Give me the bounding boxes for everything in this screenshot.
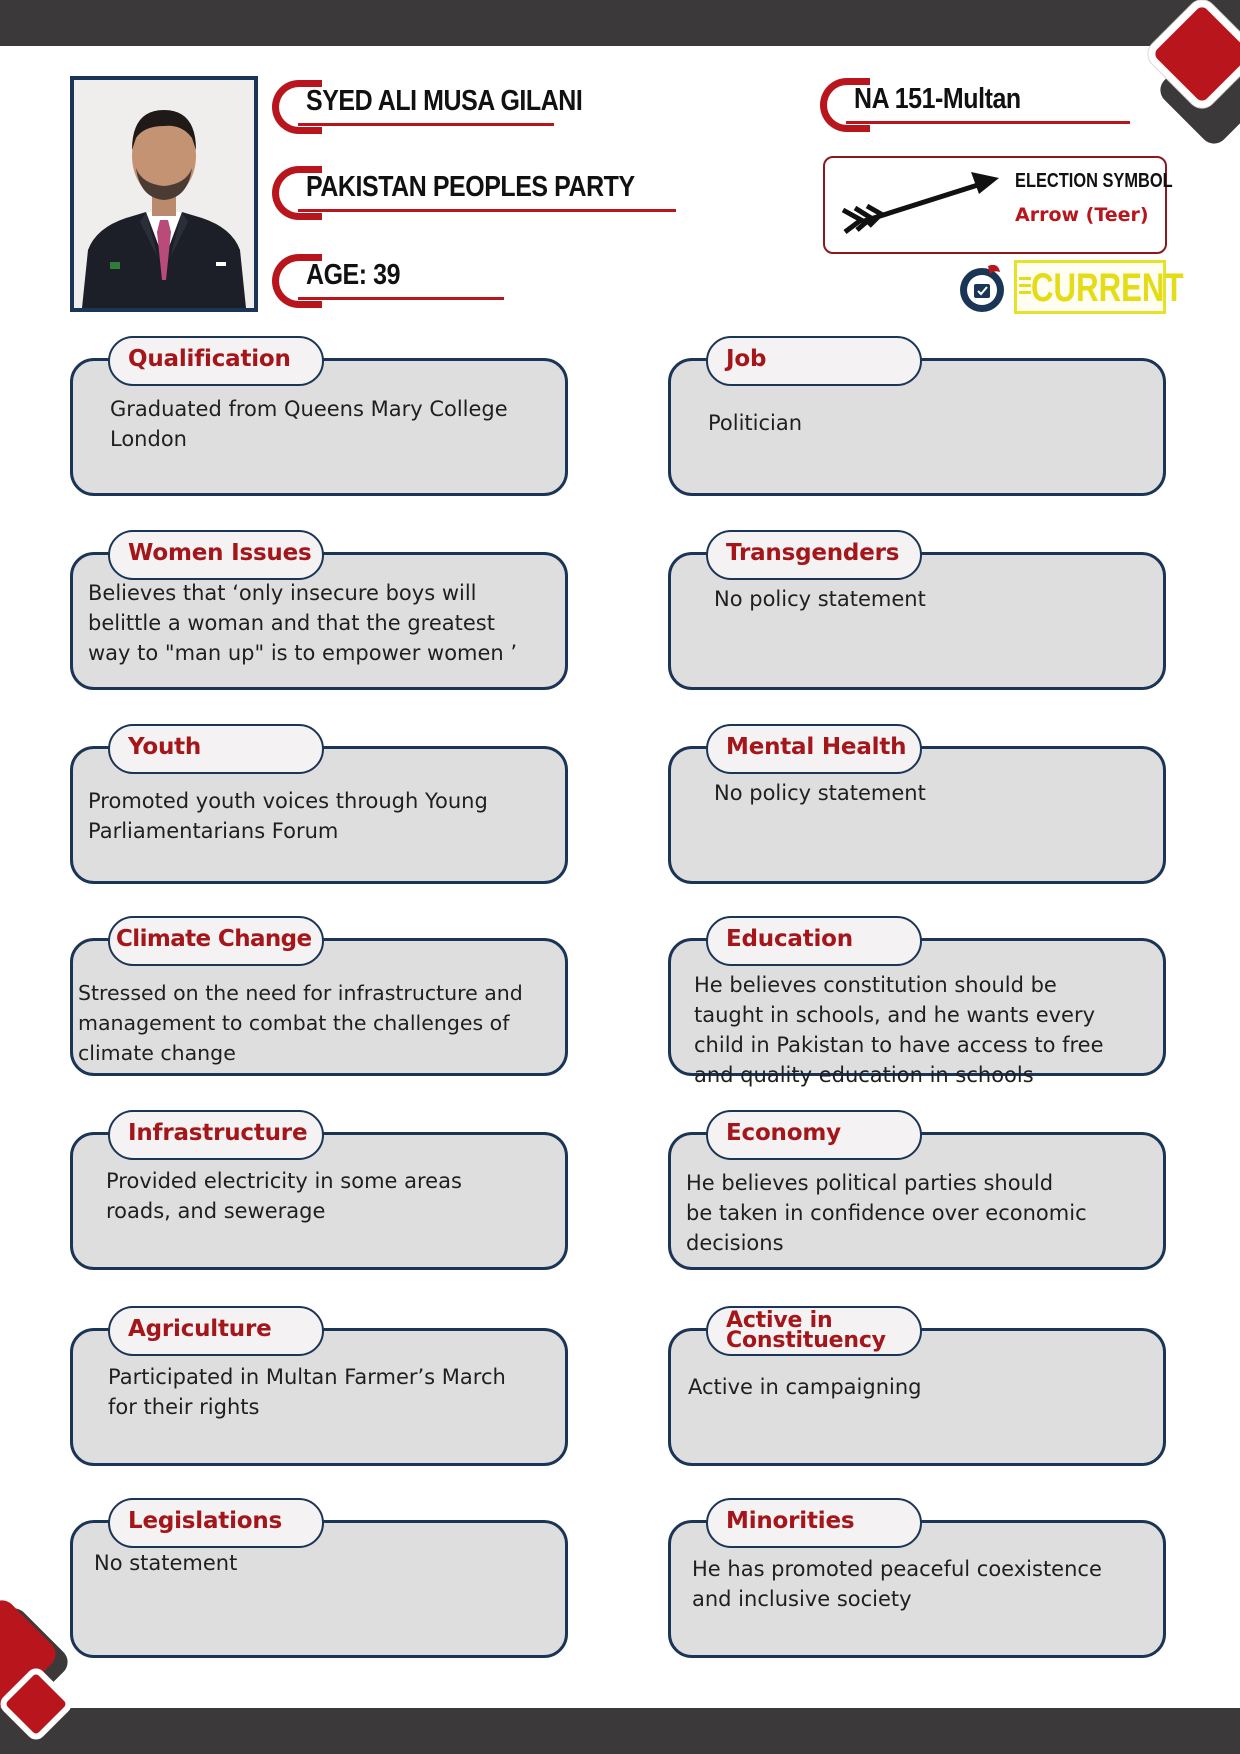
card-text: He believes constitution should be taught in schools, and he wants every child in Pakistan to have access to free and quality education in schools: [694, 973, 1104, 1087]
card-text: He has promoted peaceful coexistence and inclusive society: [692, 1557, 1102, 1611]
card-text: Believes that ‘only insecure boys will belittle a woman and that the greatest way to "man up" is to empower women ’: [88, 581, 518, 665]
card-women-issues: [70, 530, 568, 690]
card-active-in-constituency: [668, 1306, 1166, 1466]
card-text: Graduated from Queens Mary College London: [110, 397, 508, 451]
current-logo-text: CURRENT: [1031, 266, 1184, 310]
card-title: Youth: [128, 734, 202, 760]
card-text: Stressed on the need for infrastructure and management to combat the challenges of climate change: [78, 981, 523, 1065]
card-youth: [70, 724, 568, 884]
age-tag: [272, 250, 534, 308]
candidate-name-tag: [272, 76, 584, 134]
election-commission-logo: [958, 260, 1008, 314]
card-title: Climate Change: [116, 926, 312, 952]
party-name: PAKISTAN PEOPLES PARTY: [306, 171, 635, 203]
card-title: Minorities: [726, 1508, 855, 1534]
card-text: No policy statement: [714, 587, 926, 611]
card-text: Participated in Multan Farmer’s March for their rights: [108, 1365, 506, 1419]
candidate-age: AGE: 39: [306, 259, 401, 291]
card-climate-change: [70, 916, 568, 1076]
card-title: Women Issues: [128, 540, 312, 566]
arrow-icon: [831, 158, 1011, 254]
card-title: Job: [726, 346, 767, 372]
card-title: Transgenders: [726, 540, 900, 566]
card-text: Active in campaigning: [688, 1375, 922, 1399]
card-economy: [668, 1110, 1166, 1270]
constituency-tag: [820, 74, 1160, 132]
election-symbol-value: Arrow (Teer): [1015, 204, 1149, 226]
card-text: No statement: [94, 1551, 238, 1575]
card-title: Active in Constituency: [726, 1308, 886, 1353]
card-job: [668, 336, 1166, 496]
election-symbol-label: ELECTION SYMBOL: [1015, 170, 1173, 192]
card-agriculture: [70, 1306, 568, 1466]
card-legislations: [70, 1498, 568, 1658]
current-logo: [1014, 260, 1184, 314]
bottom-bar: [0, 1708, 1240, 1754]
constituency: NA 151-Multan: [854, 83, 1021, 115]
top-bar: [0, 0, 1240, 46]
candidate-name: SYED ALI MUSA GILANI: [306, 85, 583, 117]
party-tag: [272, 162, 706, 220]
card-text: Politician: [708, 411, 803, 435]
card-title: Economy: [726, 1120, 841, 1146]
card-text: Provided electricity in some areas roads, and sewerage: [106, 1169, 462, 1223]
card-text: He believes political parties should be taken in confidence over economic decisions: [686, 1171, 1087, 1255]
card-education: [668, 916, 1166, 1087]
card-text: No policy statement: [714, 781, 926, 805]
card-text: Promoted youth voices through Young Parliamentarians Forum: [88, 789, 488, 843]
candidate-photo: [70, 76, 258, 312]
card-qualification: [70, 336, 568, 496]
election-symbol-box: [823, 156, 1173, 254]
card-title: Mental Health: [726, 734, 907, 760]
card-minorities: [668, 1498, 1166, 1658]
card-title: Legislations: [128, 1508, 283, 1534]
candidate-portrait: [74, 80, 254, 308]
card-title: Agriculture: [128, 1316, 272, 1342]
card-title: Education: [726, 926, 853, 952]
card-title: Infrastructure: [128, 1120, 308, 1146]
card-infrastructure: [70, 1110, 568, 1270]
card-mental-health: [668, 724, 1166, 884]
card-title: Qualification: [128, 346, 291, 372]
card-transgenders: [668, 530, 1166, 690]
